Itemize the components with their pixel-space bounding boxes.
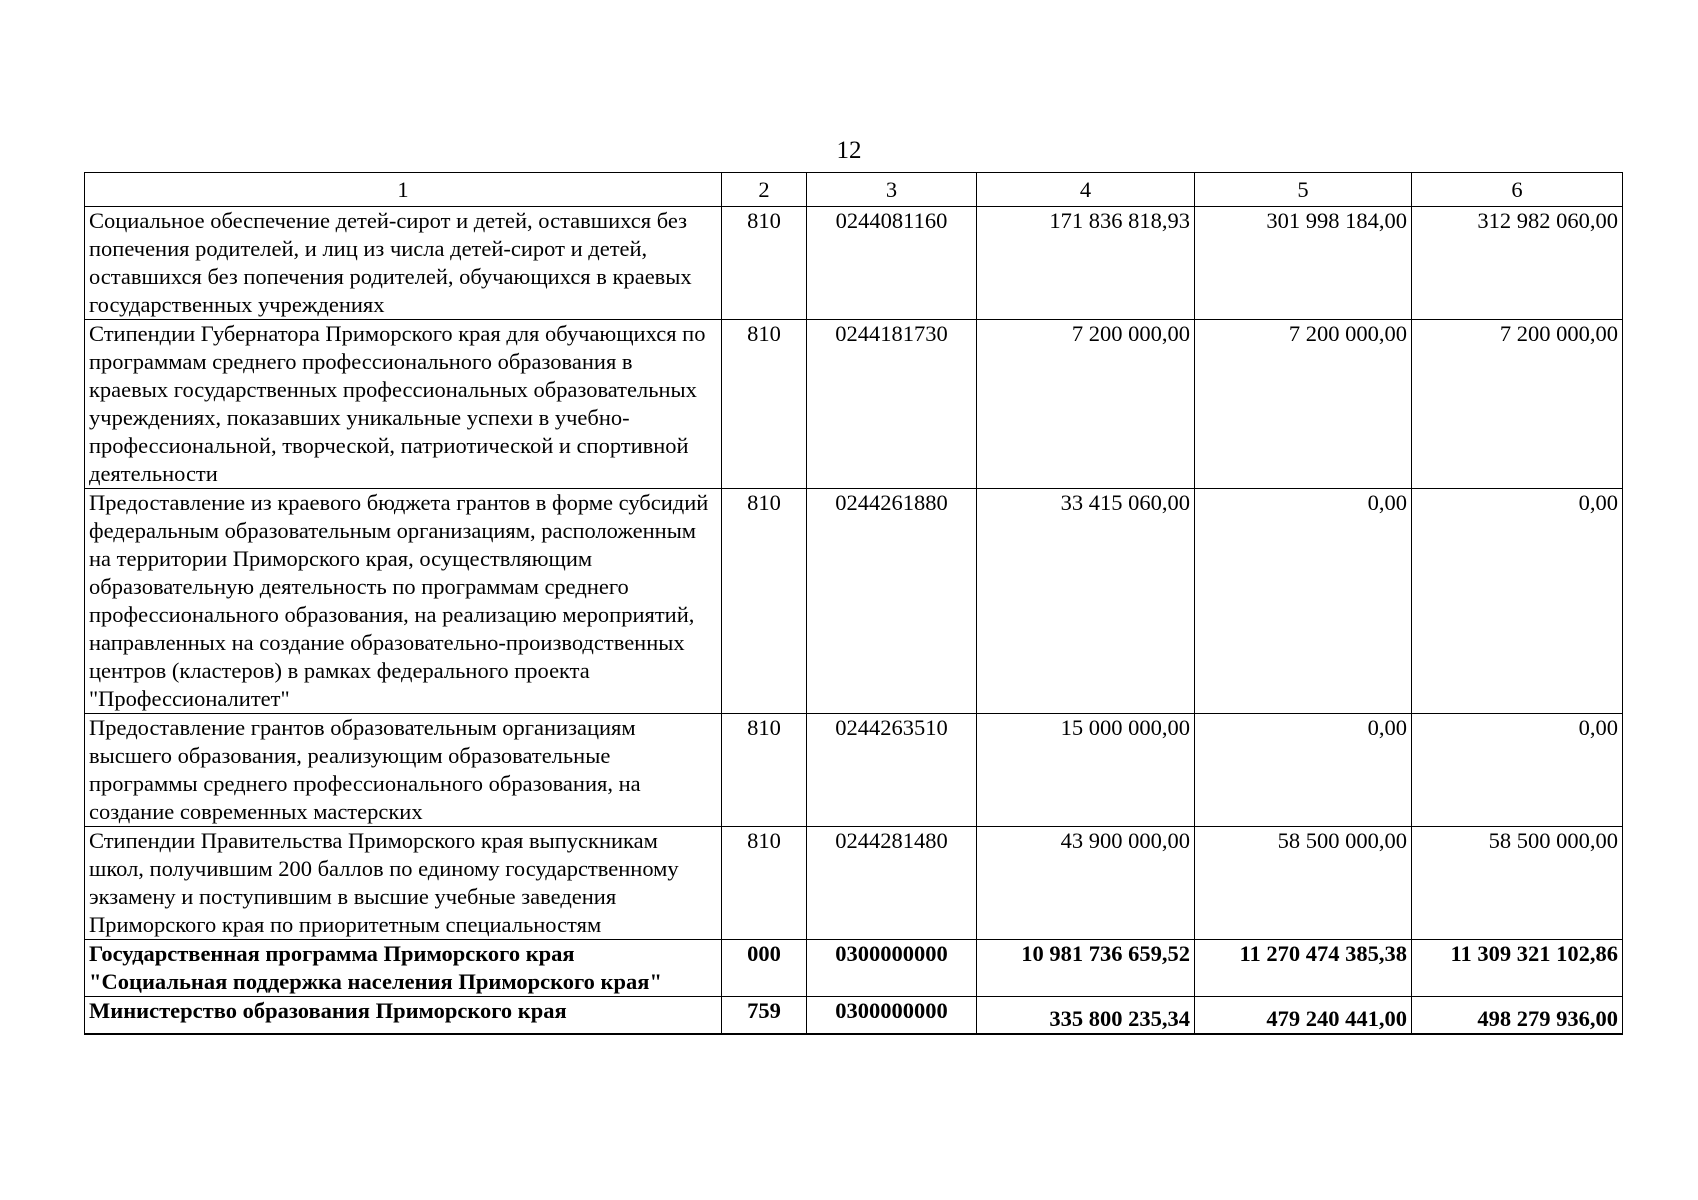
row-col2: 810: [722, 489, 807, 714]
row-col5: 7 200 000,00: [1195, 320, 1412, 489]
row-name: Стипендии Правительства Приморского края выпускникам школ, получившим 200 баллов по единому государственному экзамену и поступившим в высшие учебные заведения Приморского края по приоритетным специальностям: [85, 827, 722, 940]
row-col2: 759: [722, 997, 807, 1035]
row-col2: 000: [722, 940, 807, 997]
row-col3: 0300000000: [807, 997, 977, 1035]
row-col4: 43 900 000,00: [977, 827, 1195, 940]
table-row: [85, 207, 1623, 320]
row-col2: 810: [722, 320, 807, 489]
row-col2: 810: [722, 827, 807, 940]
header-col-5: 5: [1195, 173, 1412, 207]
header-col-6: 6: [1412, 173, 1623, 207]
row-col6: 11 309 321 102,86: [1412, 940, 1623, 997]
budget-table: [84, 172, 1623, 1035]
row-col3: 0244081160: [807, 207, 977, 320]
table-row: [85, 320, 1623, 489]
row-name: Предоставление грантов образовательным организациям высшего образования, реализующим образовательные программы среднего профессионального образования, на создание современных мастерских: [85, 714, 722, 827]
row-col3: 0244263510: [807, 714, 977, 827]
table-row: [85, 827, 1623, 940]
ministry-total-row: [85, 997, 1623, 1035]
row-col6: 312 982 060,00: [1412, 207, 1623, 320]
row-col2: 810: [722, 207, 807, 320]
row-name: Государственная программа Приморского края "Социальная поддержка населения Приморского края": [85, 940, 722, 997]
row-col3: 0300000000: [807, 940, 977, 997]
row-col5: 58 500 000,00: [1195, 827, 1412, 940]
row-col5: 0,00: [1195, 714, 1412, 827]
row-col4: 171 836 818,93: [977, 207, 1195, 320]
row-col5: 0,00: [1195, 489, 1412, 714]
program-total-row: [85, 940, 1623, 997]
table-row: [85, 489, 1623, 714]
row-name: Социальное обеспечение детей-сирот и детей, оставшихся без попечения родителей, и лиц из числа детей-сирот и детей, оставшихся без попечения родителей, обучающихся в краевых государственных учреждениях: [85, 207, 722, 320]
header-col-4: 4: [977, 173, 1195, 207]
header-row: [85, 173, 1623, 207]
header-col-2: 2: [722, 173, 807, 207]
row-col3: 0244281480: [807, 827, 977, 940]
row-col4: 335 800 235,34: [977, 997, 1195, 1035]
row-col4: 10 981 736 659,52: [977, 940, 1195, 997]
row-col3: 0244181730: [807, 320, 977, 489]
header-col-1: 1: [85, 173, 722, 207]
row-col6: 0,00: [1412, 489, 1623, 714]
page-number: 12: [836, 137, 862, 164]
row-col2: 810: [722, 714, 807, 827]
row-col5: 11 270 474 385,38: [1195, 940, 1412, 997]
row-name: Предоставление из краевого бюджета грантов в форме субсидий федеральным образовательным организациям, расположенным на территории Приморского края, осуществляющим образовательную деятельность по программам среднего профессионального образования, на реализацию мероприятий, направленных на создание образовательно-производственных центров (кластеров) в рамках федерального проекта "Профессионалитет": [85, 489, 722, 714]
row-col5: 479 240 441,00: [1195, 997, 1412, 1035]
row-col4: 15 000 000,00: [977, 714, 1195, 827]
row-name: Стипендии Губернатора Приморского края для обучающихся по программам среднего профессионального образования в краевых государственных профессиональных образовательных учреждениях, показавших уникальные успехи в учебно-профессиональной, творческой, патриотической и спортивной деятельности: [85, 320, 722, 489]
row-col6: 0,00: [1412, 714, 1623, 827]
row-col6: 58 500 000,00: [1412, 827, 1623, 940]
row-name: Министерство образования Приморского края: [85, 997, 722, 1035]
table-row: [85, 714, 1623, 827]
row-col4: 7 200 000,00: [977, 320, 1195, 489]
row-col3: 0244261880: [807, 489, 977, 714]
row-col4: 33 415 060,00: [977, 489, 1195, 714]
row-col5: 301 998 184,00: [1195, 207, 1412, 320]
row-col6: 498 279 936,00: [1412, 997, 1623, 1035]
header-col-3: 3: [807, 173, 977, 207]
row-col6: 7 200 000,00: [1412, 320, 1623, 489]
